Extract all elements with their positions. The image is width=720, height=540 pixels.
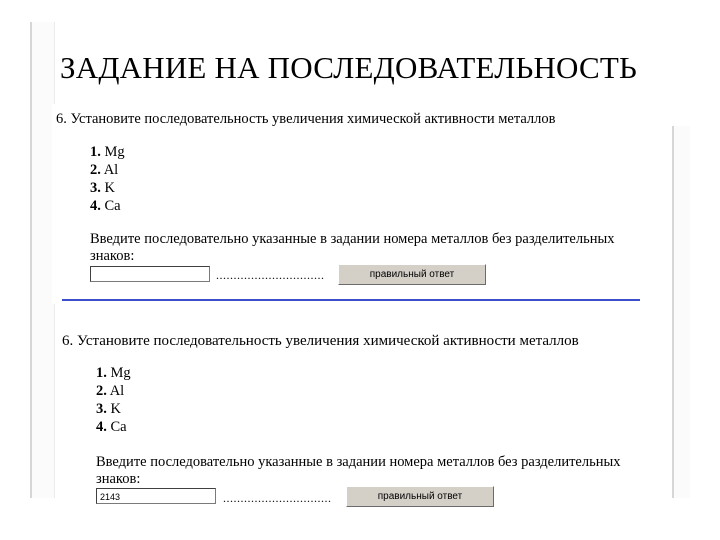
section-divider <box>62 299 640 301</box>
instruction-text: Введите последовательно указанные в задании номера металлов без разделительных знаков: <box>90 231 615 264</box>
dotted-leader: ............................... <box>216 268 325 282</box>
slide-title: ЗАДАНИЕ НА ПОСЛЕДОВАТЕЛЬНОСТЬ <box>60 50 638 85</box>
list-item: 1. Mg <box>96 365 131 381</box>
metal-list <box>96 364 131 436</box>
task-prompt: 6. Установите последовательность увеличения химической активности металлов <box>62 333 579 349</box>
instruction-text: Введите последовательно указанные в задании номера металлов без разделительных знаков: <box>96 454 621 487</box>
list-item: 3. K <box>96 401 121 417</box>
list-item: 2. Al <box>96 383 125 399</box>
answer-input[interactable] <box>90 266 210 282</box>
list-item: 4. Ca <box>96 419 127 435</box>
metal-list <box>90 143 125 215</box>
slide-frame-right <box>672 126 690 498</box>
list-item: 2. Al <box>90 162 119 178</box>
correct-answer-button[interactable]: правильный ответ <box>338 264 486 285</box>
answer-input[interactable]: 2143 <box>96 488 216 504</box>
dotted-leader: ............................... <box>223 491 332 505</box>
list-item: 1. Mg <box>90 144 125 160</box>
correct-answer-button[interactable]: правильный ответ <box>346 486 494 507</box>
task-prompt: 6. Установите последовательность увеличения химической активности металлов <box>56 111 556 127</box>
list-item: 4. Ca <box>90 198 121 214</box>
list-item: 3. K <box>90 180 115 196</box>
